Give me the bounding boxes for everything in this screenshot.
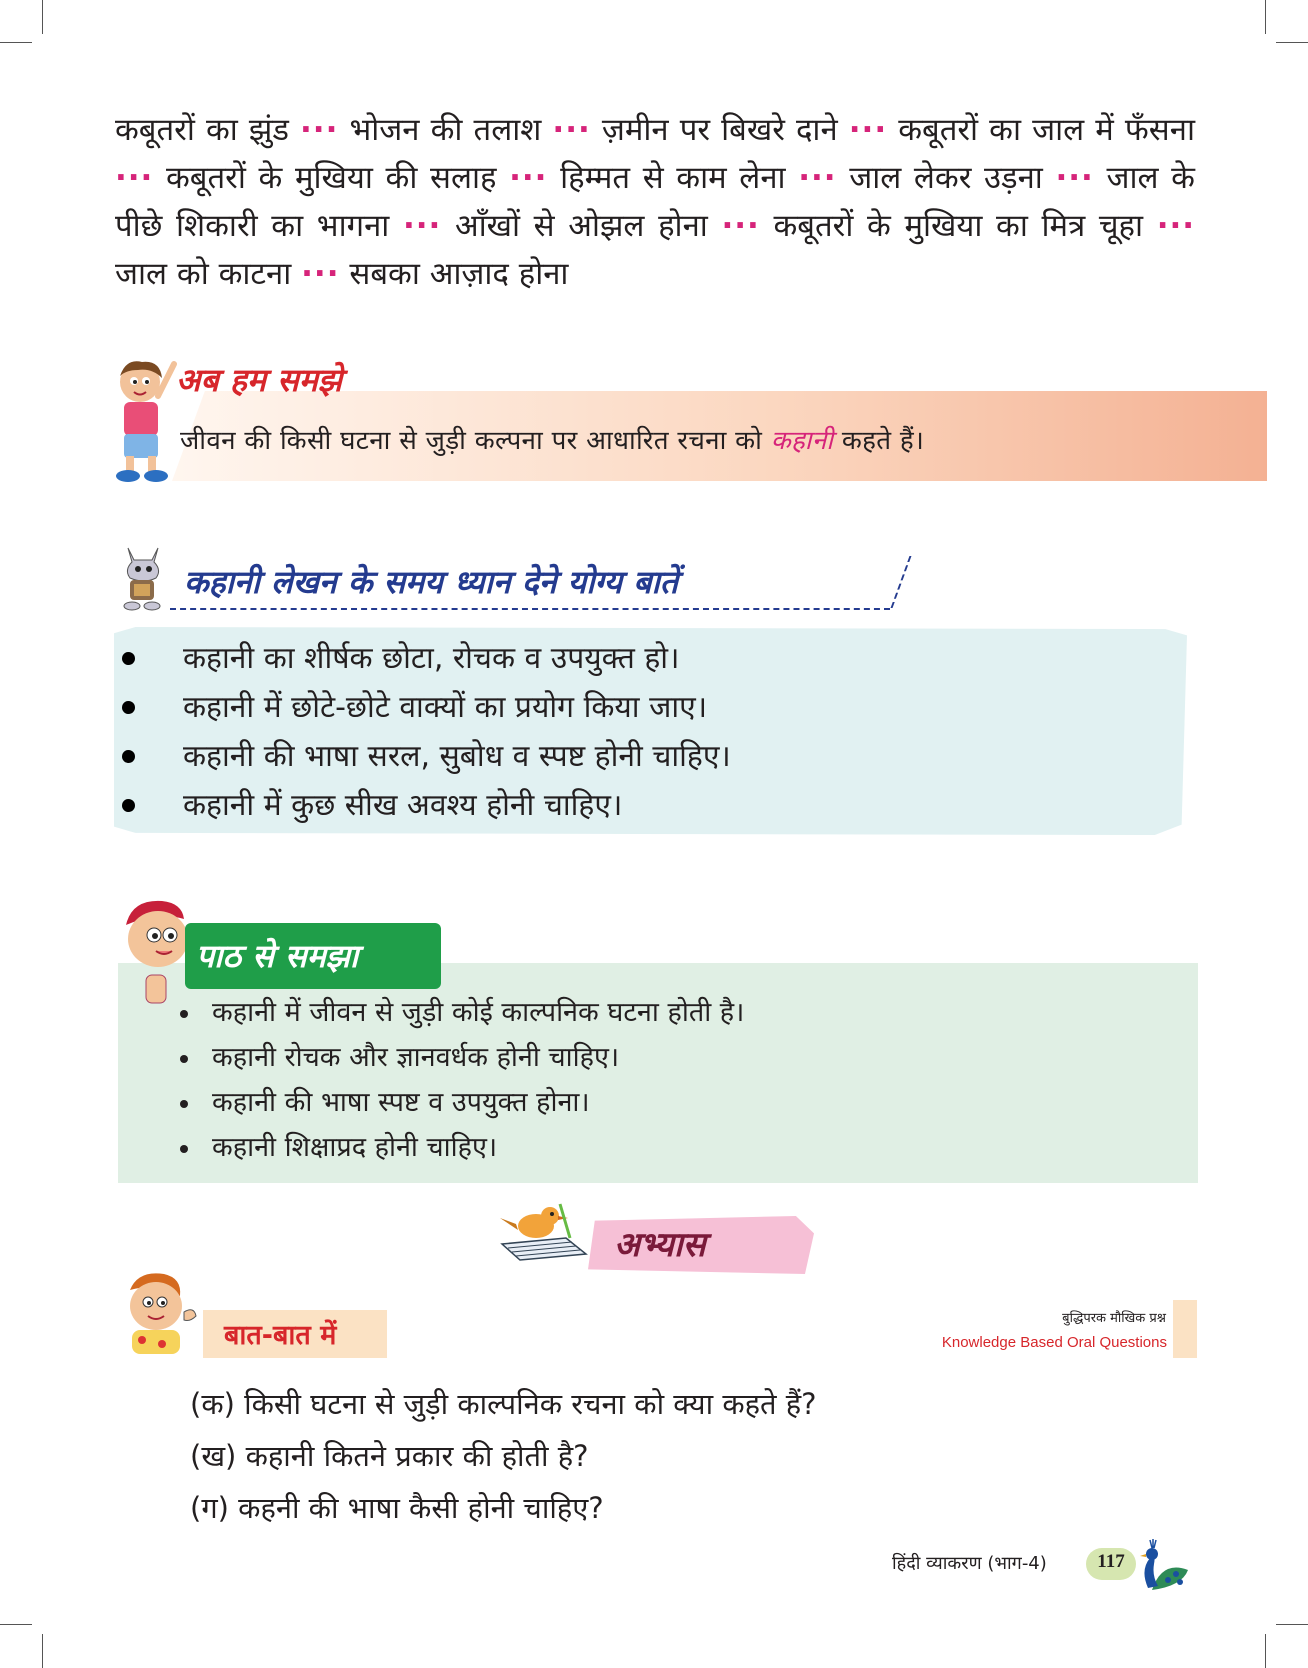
crop-mark: [1265, 0, 1266, 34]
cat-mascot-illustration: [118, 538, 168, 613]
bullet-icon: [122, 701, 135, 714]
ellipsis-separator: ···: [798, 160, 837, 196]
story-outline-paragraph: कबूतरों का झुंड ··· भोजन की तलाश ··· ज़मीन पर बिखरे दाने ··· कबूतरों का जाल में फँसना ··· कबूतरों के मुखिया की सलाह ··· हिम्मत से काम लेना ··· जाल लेकर उड़ना ··· जाल के पीछे शिकारी का भागना ··· आँखों से ओझल होना ··· कबूतरों के मुखिया का मित्र चूहा ··· जाल को काटना ··· सबका आज़ाद होना: [115, 112, 1196, 292]
crop-mark: [42, 1634, 43, 1668]
ellipsis-separator: ···: [115, 160, 154, 196]
ellipsis-separator: ···: [848, 112, 888, 148]
ellipsis-separator: ···: [300, 112, 339, 148]
bullet-icon: [122, 750, 135, 763]
label-accent-bar: [1173, 1300, 1197, 1358]
waving-boy-illustration: [118, 1268, 200, 1356]
oral-questions-title: बात-बात में: [224, 1320, 337, 1351]
crop-mark: [42, 0, 43, 34]
crop-mark: [1276, 1624, 1308, 1625]
question-item: (ख) कहानी कितने प्रकार की होती है?: [190, 1439, 589, 1473]
section-title-understand: अब हम समझे: [176, 361, 343, 399]
ellipsis-separator: ···: [1055, 160, 1094, 196]
ellipsis-separator: ···: [402, 208, 442, 244]
bullet-icon: [180, 1145, 188, 1153]
pointing-boy-illustration: [108, 356, 178, 484]
ellipsis-separator: ···: [301, 256, 340, 292]
crop-mark: [1265, 1634, 1266, 1668]
crop-mark: [0, 42, 32, 43]
bullet-icon: [122, 799, 135, 812]
question-item: (ग) कहनी की भाषा कैसी होनी चाहिए?: [190, 1491, 604, 1525]
crop-mark: [0, 1624, 32, 1625]
crop-mark: [1276, 42, 1308, 43]
peacock-icon: [1132, 1530, 1192, 1596]
dashed-slash: [871, 556, 912, 608]
section-title-writing-tips: कहानी लेखन के समय ध्यान देने योग्य बातें: [184, 563, 679, 601]
bullet-icon: [180, 1100, 188, 1108]
dashed-underline: [170, 608, 890, 610]
section-title-lesson: पाठ से समझा: [196, 937, 359, 975]
ellipsis-separator: ···: [721, 208, 760, 244]
ellipsis-separator: ···: [552, 112, 591, 148]
book-title-footer: हिंदी व्याकरण (भाग-4): [892, 1553, 1047, 1574]
exercise-title: अभ्यास: [614, 1225, 706, 1265]
ellipsis-separator: ···: [509, 160, 548, 196]
highlight-word: कहानी: [770, 426, 834, 456]
bullet-icon: [180, 1010, 188, 1018]
page-number: 117: [1097, 1551, 1125, 1572]
bullet-icon: [122, 652, 135, 665]
bullet-icon: [180, 1055, 188, 1063]
ellipsis-separator: ···: [1156, 208, 1196, 244]
oral-questions-label-hindi: बुद्धिपरक मौखिक प्रश्न: [1062, 1311, 1166, 1326]
question-list: [190, 1378, 817, 1534]
oral-questions-label-english: Knowledge Based Oral Questions: [941, 1334, 1167, 1351]
bird-writing-illustration: [496, 1198, 592, 1264]
question-item: (क) किसी घटना से जुड़ी काल्पनिक रचना को क्या कहते हैं?: [190, 1387, 817, 1421]
definition-text: जीवन की किसी घटना से जुड़ी कल्पना पर आधारित रचना को कहानी कहते हैं।: [180, 426, 925, 456]
